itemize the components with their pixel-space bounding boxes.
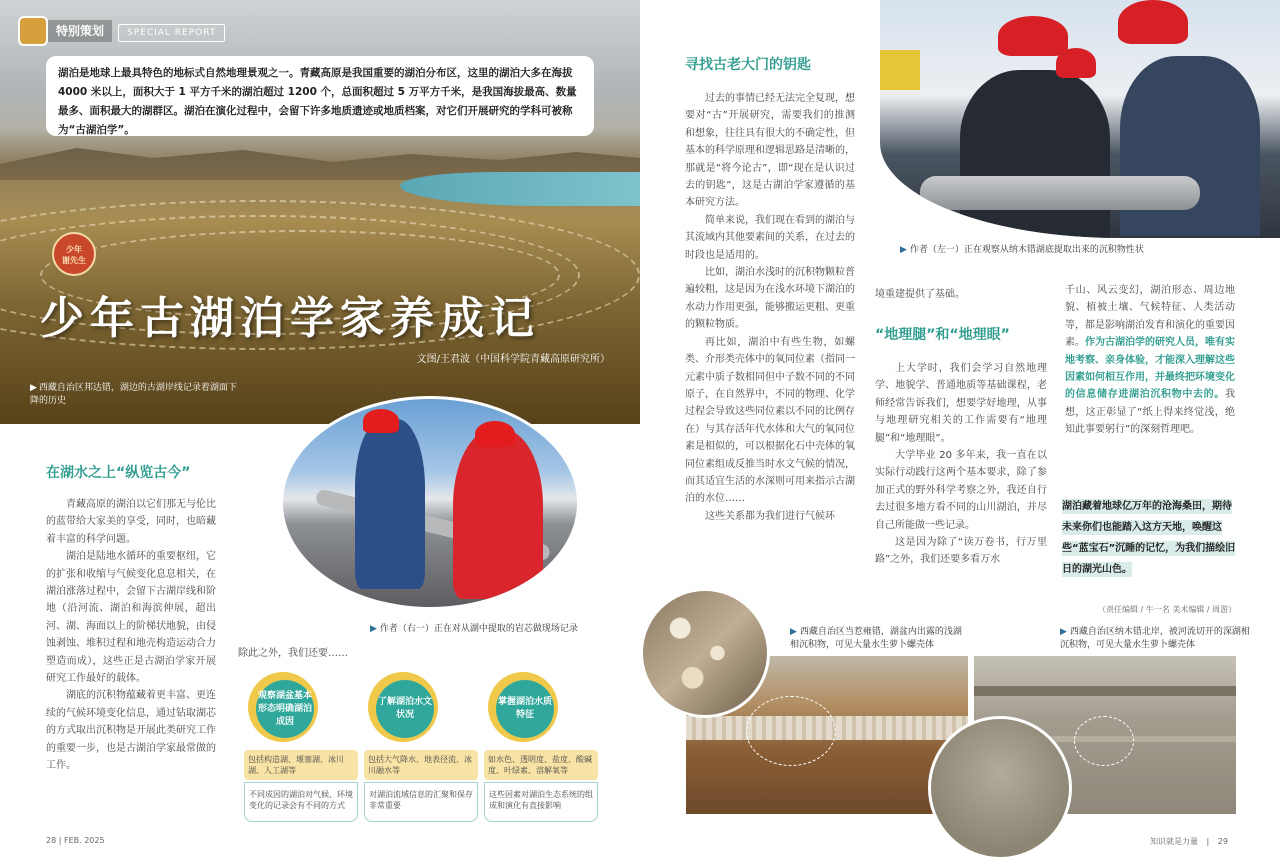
paragraph: 再比如，湖泊中有些生物，如螺类、介形类壳体中的氧同位素（指同一元素中质子数相同但中子数不同的不同原子，在自然界中，不同的物理、化学过程会导致这些同位素以不同的比例存在）与其存活年代水体和大气的氧同位素是相似的，可以根据化石中壳体的氧同位素组成反推当时水文气候的情况，而其适宜生活的水深则可用来指示古湖泊的水位…… <box>685 336 855 505</box>
caption-arrow-icon: ▶ <box>1060 627 1067 637</box>
paragraph: 湖泊是陆地水循环的重要枢纽，它的扩张和收缩与气候变化息息相关，在湖泊涨落过程中，会留下古湖岸线和阶地（沿河流、湖泊和海滨伸展，超出河、湖、海面以上的阶梯状地貌，由侵蚀剥蚀、堆积过程和地壳构造运动合力塑造而成），这些正是古湖泊学家开展研究工作最好的载体。 <box>46 551 216 685</box>
paragraph: 大学毕业 20 多年来，我一直在以实际行动践行这两个基本要求，除了参加正式的野外科学考察之外，我还自行去过很多地方看不同的山川湖泊，并尽自己所能做一些记录。 <box>875 450 1047 531</box>
paragraph: 简单来说，我们现在看到的湖泊与其流域内其他要素间的关系，在过去的时段也是适用的。 <box>685 214 855 261</box>
page-number: 29 <box>1217 837 1228 846</box>
hard-hat-icon <box>1056 48 1096 78</box>
hard-hat-icon <box>363 409 399 433</box>
editor-credit: （责任编辑 / 牛一名 美术编辑 / 周游） <box>1098 605 1237 614</box>
paragraph: 比如，湖泊水浅时的沉积物颗粒普遍较粗，这是因为在浅水环境下湖泊的水动力作用更强，能够搬运更粗、更重的颗粒物质。 <box>685 267 855 331</box>
field-record-photo <box>280 396 580 610</box>
continue-text: 除此之外，我们还要…… <box>238 648 348 659</box>
section-heading: 在湖水之上“纵览古今” <box>46 465 191 481</box>
photo-caption <box>370 621 578 634</box>
byline: 文图/王君波（中国科学院青藏高原研究所） <box>416 354 610 365</box>
photo-caption <box>790 626 970 652</box>
article-column <box>875 360 1047 569</box>
photo-caption-text: 西藏自治区纳木错北岸，被河流切开的深湖相沉积物，可见大量水生萝卜螺壳体 <box>1060 627 1250 650</box>
photo-caption <box>1060 626 1250 652</box>
paragraph: 这是因为除了“读万卷书，行万里路”之外，我们还要多看万水 <box>875 537 1047 566</box>
column-logo-text: 少年 谢先生 <box>62 245 86 265</box>
photo-caption-text: 作者（右一）正在对从湖中提取的岩芯做现场记录 <box>379 624 578 634</box>
brand-name: 知识就是力量 <box>1150 837 1198 846</box>
item-desc: 对湖泊流域信息的汇聚和保存非常重要 <box>364 782 478 822</box>
article-column-start: 境重建提供了基础。 <box>875 289 965 300</box>
core-pipe <box>920 176 1200 210</box>
item-title: 了解湖泊水文状况 <box>376 680 434 738</box>
item-desc: 不同成因的湖泊对气候、环境变化的记录会有不同的方式 <box>244 782 358 822</box>
item-title: 掌握湖泊水质特征 <box>496 680 554 738</box>
magazine-logo-icon <box>18 16 48 46</box>
article-column <box>46 496 216 775</box>
photo-caption-text: 作者（左一）正在观察从纳木错湖底提取出来的沉积物性状 <box>909 245 1144 255</box>
highlight-circle <box>1074 716 1134 766</box>
closing-note <box>1062 496 1238 580</box>
article-column <box>1065 282 1235 439</box>
intro-box: 湖泊是地球上最具特色的地标式自然地理景观之一。青藏高原是我国重要的湖泊分布区，这里的湖泊大多在海拔 4000 米以上，面积大于 1 平方千米的湖泊超过 1200 个，总面积超过 5 万平方千米，是我国海拔最高、数量最多、面积最大的湖群区。湖泊在演化过程中，会留下许多地质遗迹或地质档案，对它们开展研究的学科可被称为“古湖泊学”。 <box>46 56 594 136</box>
info-item <box>484 672 602 832</box>
paragraph: 湖底的沉积物蕴藏着更丰富、更连续的气候环境变化信息，通过钻取湖芯的方式取出沉积物是开展此类研究工作的重要一步，也是古湖泊学家最常做的工作。 <box>46 690 216 772</box>
highlight-circle <box>746 696 836 766</box>
article-column <box>685 90 855 525</box>
paragraph-lead: 千山、风云变幻，湖泊形态、周边地貌、植被土壤、气候特征、人类活动等，都是影响湖泊发育和演化的重要因素。 <box>1065 285 1235 349</box>
caption-arrow-icon: ▶ <box>30 383 37 393</box>
info-item <box>244 672 362 832</box>
sediment-closeup <box>928 716 1072 860</box>
hero-caption-text: 西藏自治区邦达错，湖边的古湖岸线记录着湖面下降的历史 <box>30 383 237 406</box>
snail-shell-closeup <box>640 588 770 718</box>
core-observation-photo <box>880 0 1280 238</box>
person-red <box>453 429 543 599</box>
paragraph: 青藏高原的湖泊以它们那无与伦比的蓝带给大家美的享受，同时，也暗藏着丰富的科学问题。 <box>46 499 216 545</box>
hero-caption <box>30 382 240 408</box>
photo-caption-text: 西藏自治区当惹雍错，湖盆内出露的浅湖相沉积物，可见大量水生萝卜螺壳体 <box>790 627 962 650</box>
page-folio-right: 知识就是力量 | 29 <box>1150 837 1228 846</box>
paragraph: 过去的事情已经无法完全复现，想要对“古”开展研究，需要我们的推测和想象，往往具有很大的不确定性，但基本的科学原理和逻辑思路是清晰的，那就是“将今论古”，即“现在是认识过去的钥匙”，这是古湖泊学家遵循的基本研究方法。 <box>685 93 855 209</box>
closing-text: 湖泊藏着地球亿万年的沧海桑田，期待未来你们也能踏入这方天地，唤醒这些“蓝宝石”沉睡的记忆，为我们描绘旧日的湖光山色。 <box>1062 501 1236 575</box>
item-tag: 包括大气降水、地表径流、冰川融水等 <box>364 750 478 780</box>
info-item <box>364 672 482 832</box>
item-title: 观察湖盆基本形态明确湖泊成因 <box>256 680 314 738</box>
person-blue <box>355 419 425 589</box>
caption-arrow-icon: ▶ <box>790 627 797 637</box>
column-logo <box>52 232 96 276</box>
sediment-layer <box>974 686 1236 696</box>
caption-arrow-icon: ▶ <box>370 624 377 634</box>
paragraph-tail: 我想，这正彰显了“纸上得来终觉浅，绝知此事要躬行”的深刻哲理吧。 <box>1065 389 1235 436</box>
section-heading: “地理腿”和“地理眼” <box>875 327 1010 343</box>
hard-hat-icon <box>998 16 1068 56</box>
section-heading: 寻找古老大门的钥匙 <box>685 57 811 73</box>
caption-arrow-icon: ▶ <box>900 245 907 255</box>
item-desc: 这些因素对湖泊生态系统的组成和演化有直接影响 <box>484 782 598 822</box>
page-title: 少年古湖泊学家养成记 <box>40 293 540 344</box>
section-tag-en: SPECIAL REPORT <box>118 24 225 42</box>
item-tag: 如水色、透明度、盐度、酸碱度、叶绿素、溶解氧等 <box>484 750 598 780</box>
person-black <box>960 70 1110 238</box>
highlight-text: 作为古湖泊学的研究人员，唯有实地考察、亲身体验，才能深入理解这些因素如何相互作用，并最终把环境变化的信息储存进湖泊沉积物中去的。 <box>1065 337 1235 401</box>
lake-water <box>400 172 640 206</box>
photo-caption <box>900 242 1144 255</box>
section-tag: 特别策划 <box>48 20 112 42</box>
flag <box>880 50 920 90</box>
hard-hat-icon <box>475 421 515 447</box>
page-folio-left: 28 | FEB. 2025 <box>46 836 105 845</box>
paragraph: 这些关系都为我们进行气候环 <box>705 510 835 522</box>
paragraph: 上大学时，我们会学习自然地理学、地貌学、普通地质等基础课程，老师经常告诉我们，想要学好地理，从事与地理研究相关的工作需要有“地理腿”和“地理眼”。 <box>875 363 1047 444</box>
item-tag: 包括构造湖、堰塞湖、冰川湖、人工湖等 <box>244 750 358 780</box>
hard-hat-icon <box>1118 0 1188 44</box>
